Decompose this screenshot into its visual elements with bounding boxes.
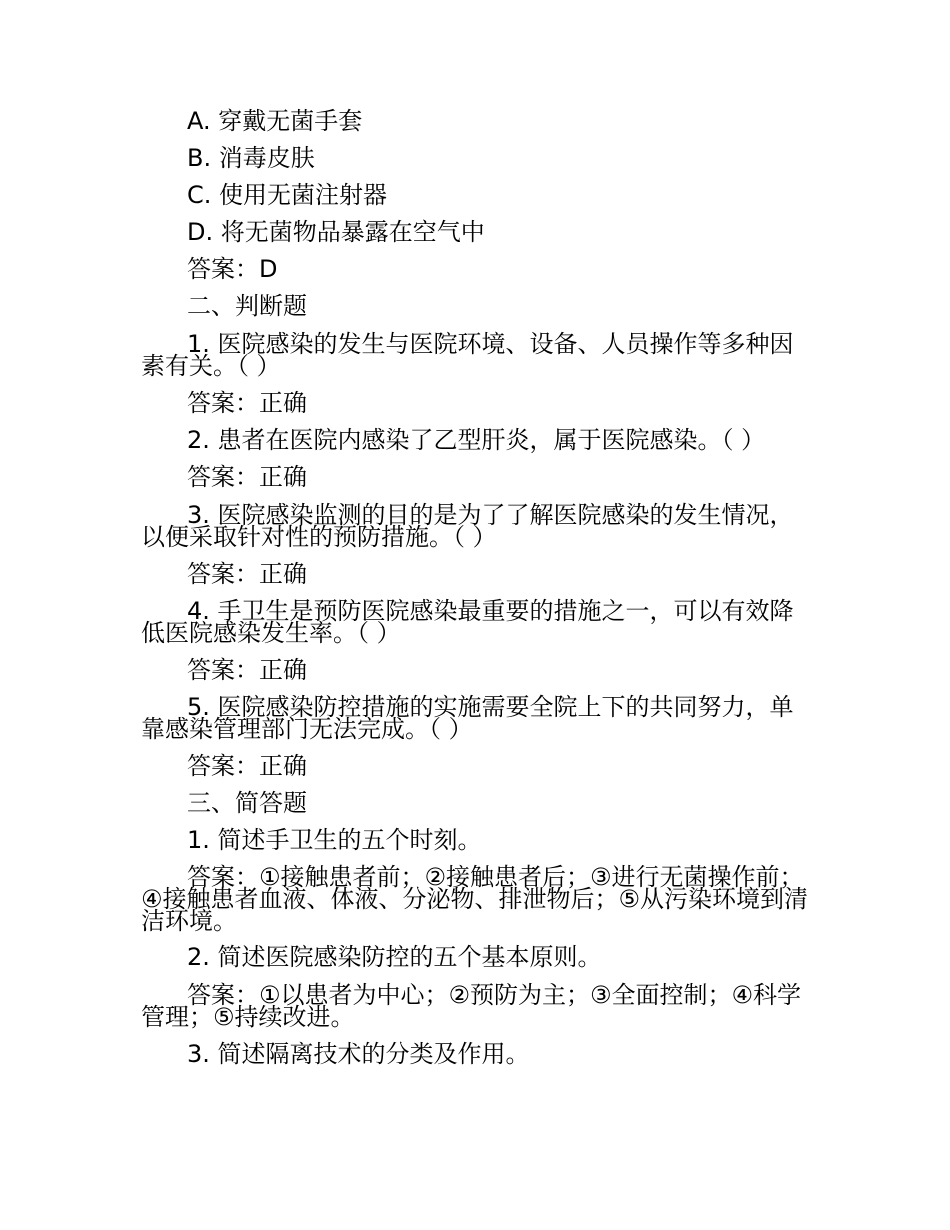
answer: 答案：①接触患者前；②接触患者后；③进行无菌操作前；④接触患者血液、体液、分泌物、排泄物后；⑤从污染环境到清洁环境。 — [141, 863, 809, 935]
question: 5. 医院感染防控措施的实施需要全院上下的共同努力，单靠感染管理部门无法完成。（ ） — [141, 693, 794, 743]
question: 1. 医院感染的发生与医院环境、设备、人员操作等多种因素有关。（ ） — [141, 330, 794, 380]
question: 3. 简述隔离技术的分类及作用。 — [187, 1040, 530, 1068]
question: 1. 简述手卫生的五个时刻。 — [187, 826, 482, 854]
section-heading: 三、简答题 — [187, 789, 307, 817]
answer: 答案：正确 — [187, 560, 307, 588]
option-a: A. 穿戴无菌手套 — [187, 107, 363, 135]
section-heading: 二、判断题 — [187, 292, 307, 320]
answer: 答案：D — [187, 255, 278, 283]
option-c: C. 使用无菌注射器 — [187, 181, 388, 209]
answer: 答案：正确 — [187, 656, 307, 684]
answer: 答案：正确 — [187, 389, 307, 417]
question: 3. 医院感染监测的目的是为了了解医院感染的发生情况，以便采取针对性的预防措施。（ ） — [141, 501, 794, 551]
question: 4. 手卫生是预防医院感染最重要的措施之一，可以有效降低医院感染发生率。（ ） — [141, 597, 794, 647]
question: 2. 患者在医院内感染了乙型肝炎，属于医院感染。（ ） — [187, 426, 766, 454]
answer: 答案：正确 — [187, 463, 307, 491]
option-b: B. 消毒皮肤 — [187, 144, 315, 172]
answer: 答案：①以患者为中心；②预防为主；③全面控制；④科学管理；⑤持续改进。 — [141, 981, 802, 1031]
question: 2. 简述医院感染防控的五个基本原则。 — [187, 943, 602, 971]
answer: 答案：正确 — [187, 752, 307, 780]
option-d: D. 将无菌物品暴露在空气中 — [187, 218, 485, 246]
